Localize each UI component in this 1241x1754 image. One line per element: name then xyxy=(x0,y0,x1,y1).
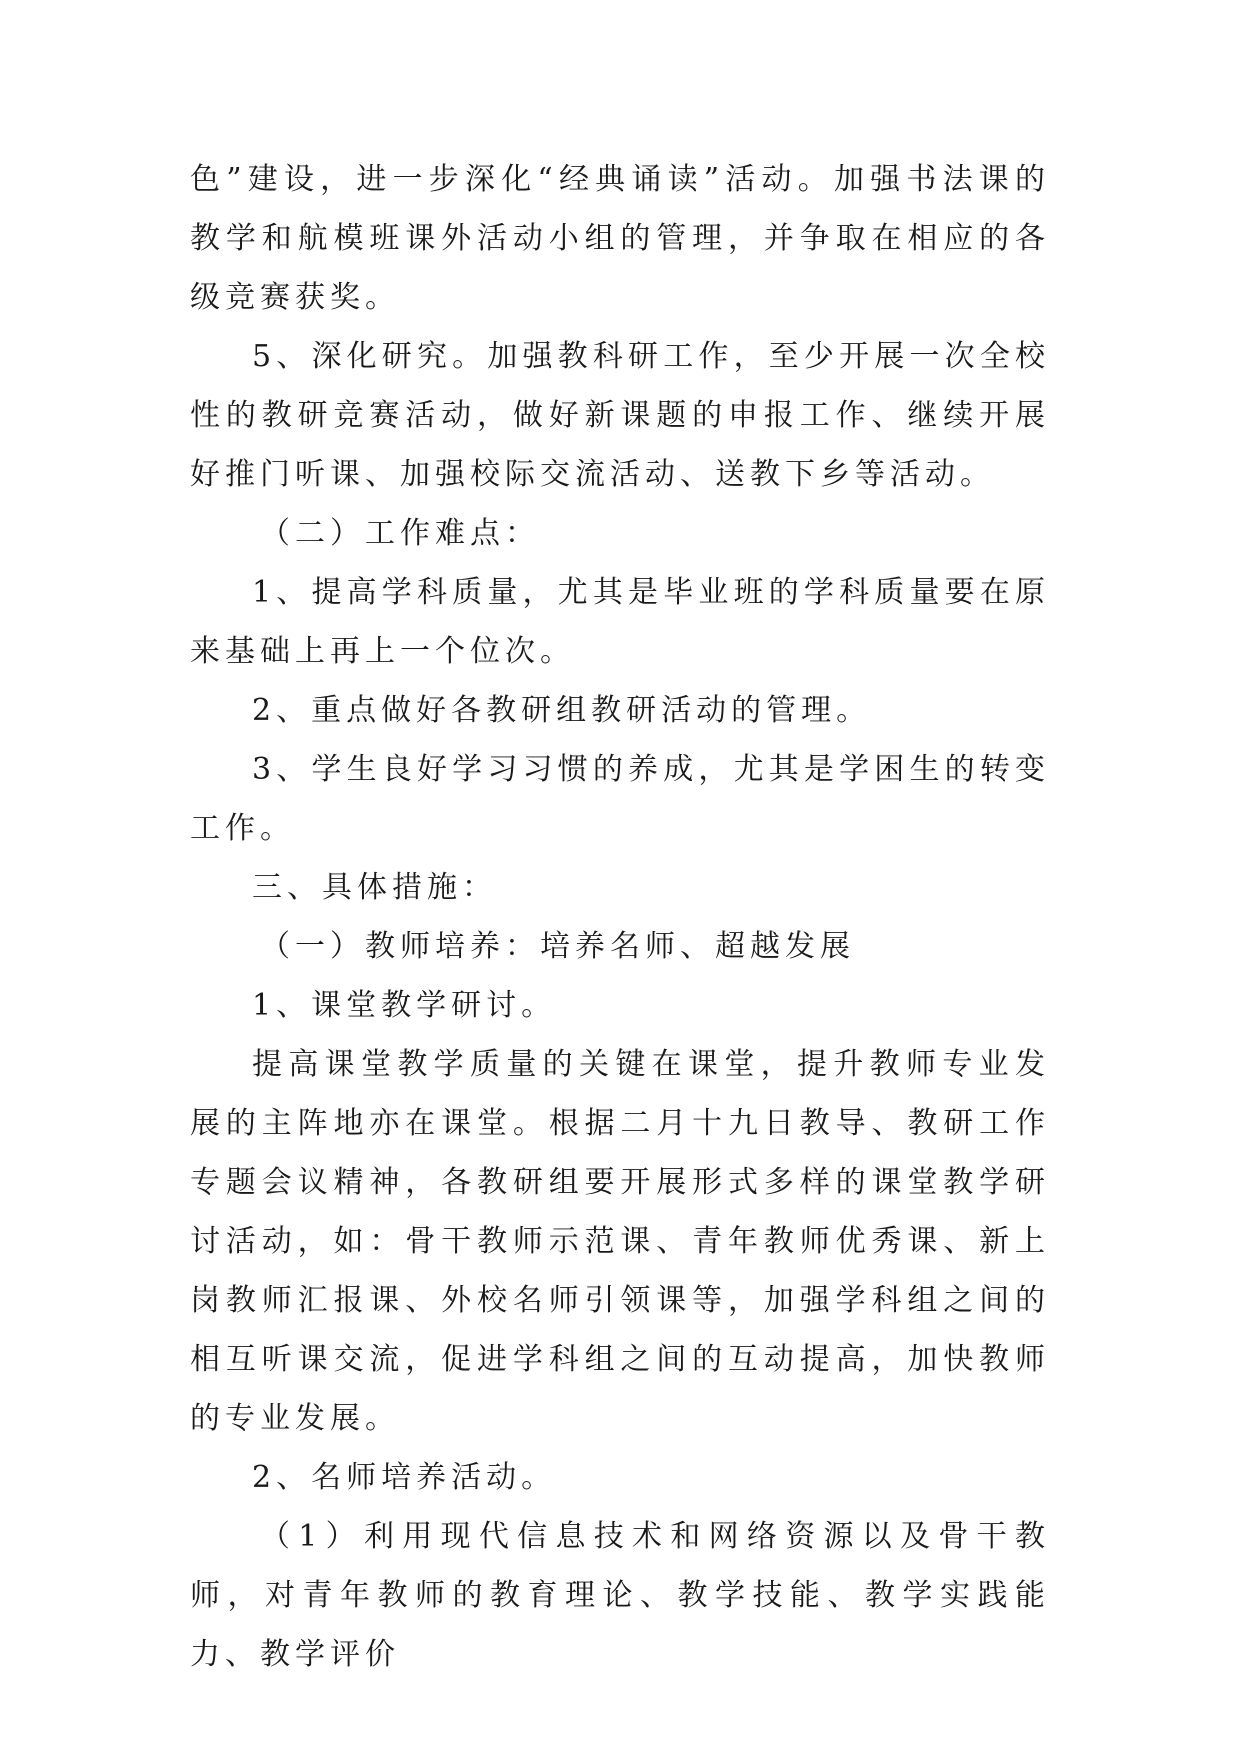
paragraph-measure-1-body: 提高课堂教学质量的关键在课堂，提升教师专业发展的主阵地亦在课堂。根据二月十九日教导、教研工作专题会议精神，各教研组要开展形式多样的课堂教学研讨活动，如：骨干教师示范课、青年教师优秀课、新上岗教师汇报课、外校名师引领课等，加强学科组之间的相互听课交流，促进学科组之间的互动提高，加快教师的专业发展。 xyxy=(190,1047,1050,1436)
section-heading-difficulties: （二）工作难点： xyxy=(260,516,540,551)
document-body xyxy=(190,150,1050,1684)
paragraph-measure-2-item-1: （1）利用现代信息技术和网络资源以及骨干教师，对青年教师的教育理论、教学技能、教学实践能力、教学评价 xyxy=(190,1519,1050,1672)
paragraph-measure-2-title: 2、名师培养活动。 xyxy=(252,1460,557,1495)
section-heading-measures: 三、具体措施： xyxy=(252,870,497,905)
paragraph-difficulty-1: 1、提高学科质量，尤其是毕业班的学科质量要在原来基础上再上一个位次。 xyxy=(190,575,1050,669)
subsection-heading-teacher-training: （一）教师培养：培养名师、超越发展 xyxy=(260,929,855,964)
paragraph-difficulty-3: 3、学生良好学习习惯的养成，尤其是学困生的转变工作。 xyxy=(190,752,1050,846)
paragraph-difficulty-2: 2、重点做好各教研组教研活动的管理。 xyxy=(252,693,872,728)
paragraph-measure-1-title: 1、课堂教学研讨。 xyxy=(252,988,557,1023)
paragraph-continuation: 色”建设，进一步深化“经典诵读”活动。加强书法课的教学和航模班课外活动小组的管理，并争取在相应的各级竞赛获奖。 xyxy=(190,162,1050,315)
paragraph-item-5: 5、深化研究。加强教科研工作，至少开展一次全校性的教研竞赛活动，做好新课题的申报工作、继续开展好推门听课、加强校际交流活动、送教下乡等活动。 xyxy=(190,339,1050,492)
